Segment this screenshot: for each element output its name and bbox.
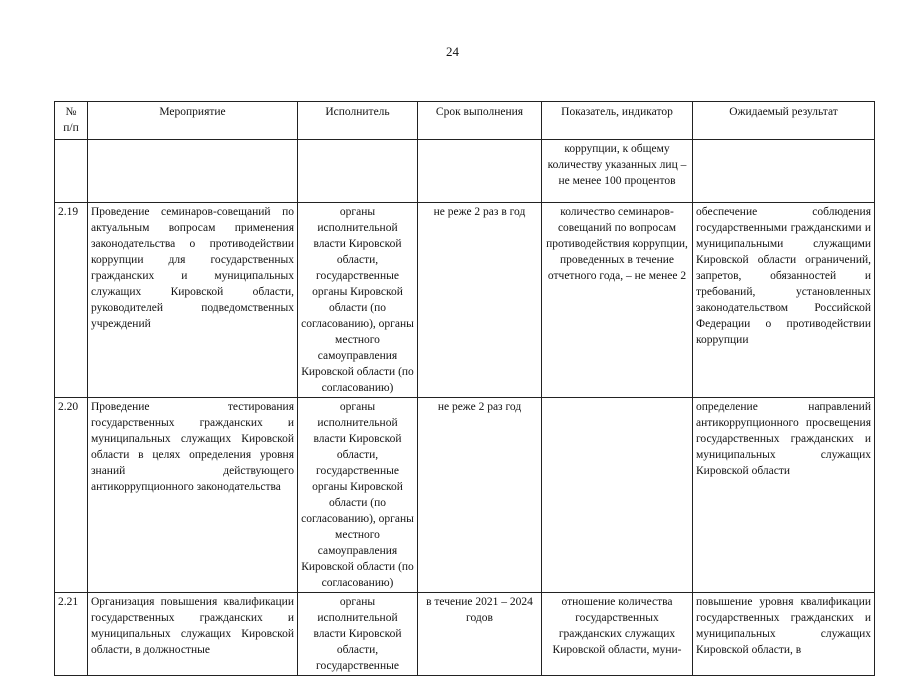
cell-indicator	[542, 398, 693, 593]
cell-result	[693, 140, 875, 203]
header-indicator: Показатель, индикатор	[542, 102, 693, 140]
cell-num: 2.19	[55, 203, 88, 398]
cell-deadline: не реже 2 раз в год	[418, 203, 542, 398]
cell-deadline: в течение 2021 – 2024 годов	[418, 593, 542, 676]
header-num-label: п/п	[63, 122, 79, 134]
cell-executor: органы исполнительной власти Кировской области, государственные органы Кировской области (по согласованию), органы местного самоуправления Кировской области (по согласованию)	[298, 398, 418, 593]
cell-measure: Проведение семинаров-совещаний по актуальным вопросам применения законодательства о противодействии коррупции для государственных гражданских и муниципальных служащих Кировской области, руководителей подведомственных учреждений	[88, 203, 298, 398]
cell-indicator: отношение количества государственных гражданских служащих Кировской области, муни-	[542, 593, 693, 676]
header-measure: Мероприятие	[88, 102, 298, 140]
cell-indicator: количество семинаров-совещаний по вопросам противодействия коррупции, проведенных в течение отчетного года, – не менее 2	[542, 203, 693, 398]
table-row-continuation	[55, 140, 875, 203]
cell-deadline	[418, 140, 542, 203]
table-row	[55, 203, 875, 398]
cell-measure	[88, 140, 298, 203]
cell-num	[55, 140, 88, 203]
header-executor: Исполнитель	[298, 102, 418, 140]
cell-measure: Проведение тестирования государственных гражданских и муниципальных служащих Кировской области в целях определения уровня знаний действующего антикоррупционного законодательства	[88, 398, 298, 593]
cell-deadline: не реже 2 раз год	[418, 398, 542, 593]
cell-result: обеспечение соблюдения государственными гражданскими и муниципальными служащими Кировской области ограничений, запретов, обязанностей и требований, установленных законодательством Российской Федерации о противодействии коррупции	[693, 203, 875, 398]
cell-result: повышение уровня квалификации государственных гражданских и муниципальных служащих Кировской области, в	[693, 593, 875, 676]
header-num	[55, 102, 88, 140]
cell-measure: Организация повышения квалификации государственных гражданских и муниципальных служащих Кировской области, в должностные	[88, 593, 298, 676]
cell-indicator: коррупции, к общему количеству указанных лиц – не менее 100 процентов	[542, 140, 693, 203]
cell-executor: органы исполнительной власти Кировской области, государственные	[298, 593, 418, 676]
page-number: 24	[446, 44, 459, 59]
table-row	[55, 398, 875, 593]
table-header-row	[55, 102, 875, 140]
table-row	[55, 593, 875, 676]
cell-executor	[298, 140, 418, 203]
header-deadline: Срок выполнения	[418, 102, 542, 140]
header-result: Ожидаемый результат	[693, 102, 875, 140]
cell-result: определение направлений антикоррупционного просвещения государственных гражданских и муниципальных служащих Кировской области	[693, 398, 875, 593]
header-num-symbol: №	[65, 106, 77, 118]
cell-executor: органы исполнительной власти Кировской области, государственные органы Кировской области (по согласованию), органы местного самоуправления Кировской области (по согласованию)	[298, 203, 418, 398]
action-plan-table	[54, 101, 875, 676]
cell-num: 2.21	[55, 593, 88, 676]
cell-num: 2.20	[55, 398, 88, 593]
